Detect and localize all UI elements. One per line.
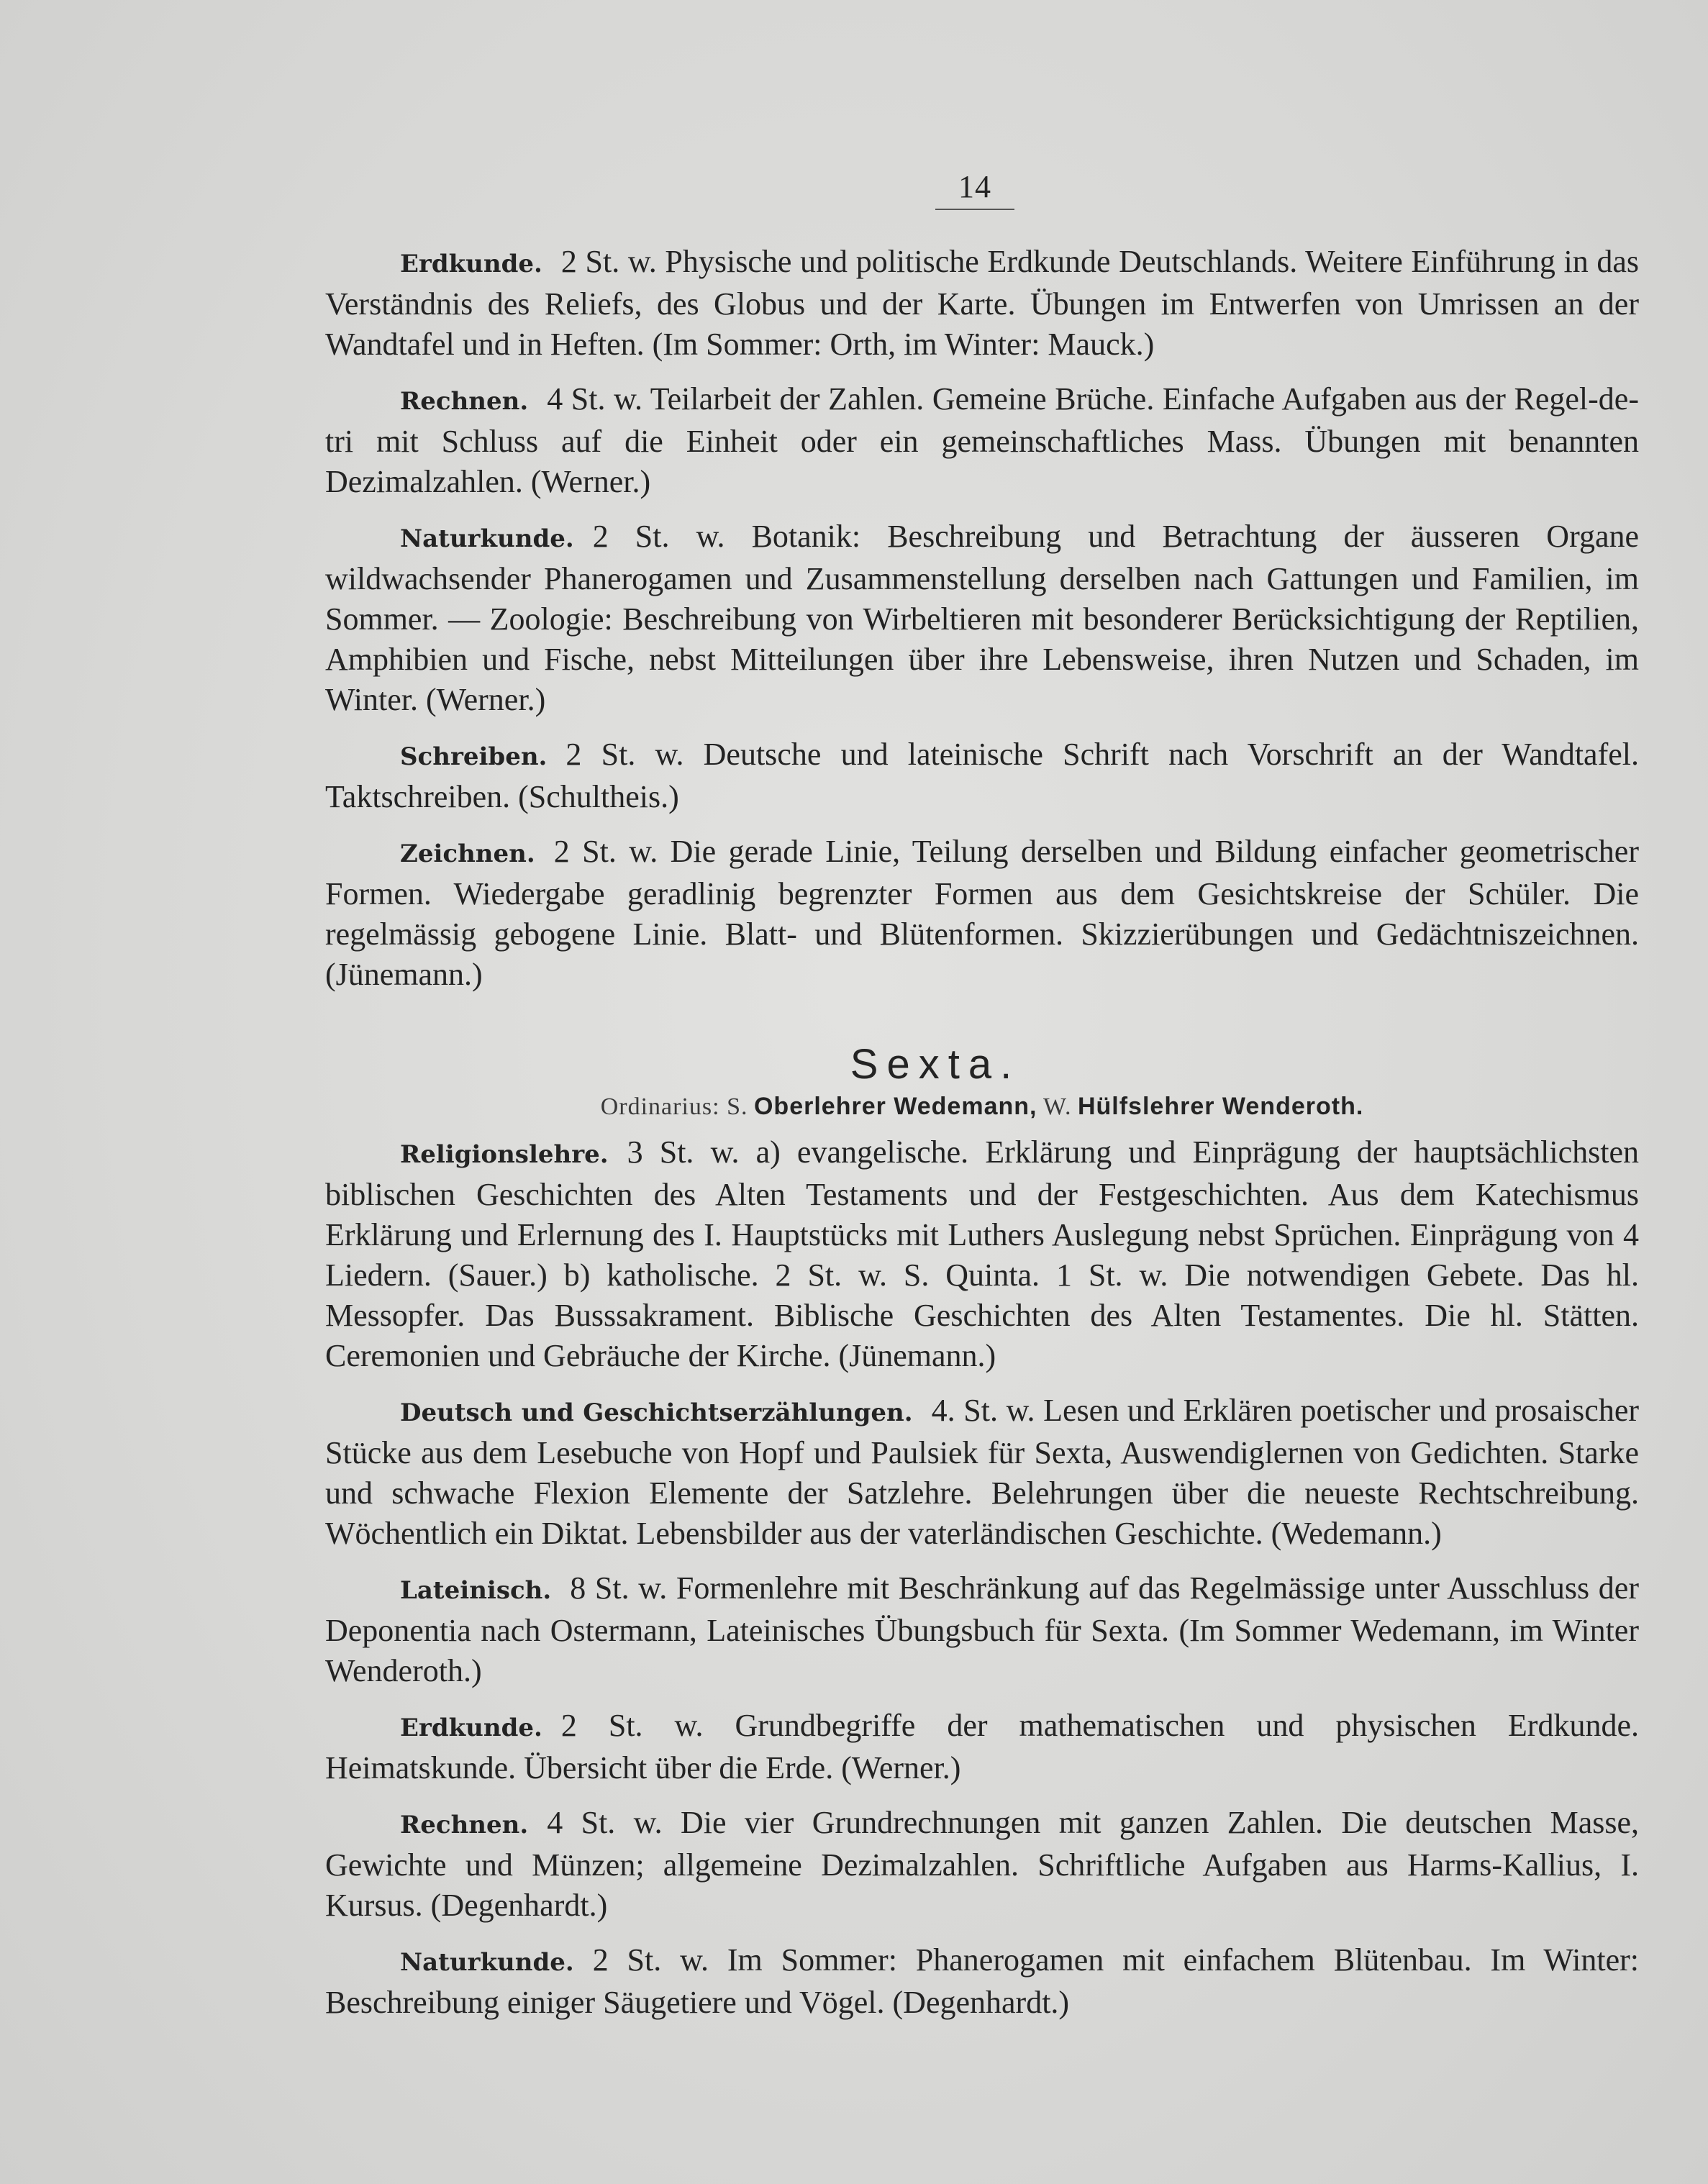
paragraph-zeichnen [325,832,1639,995]
page-number: 14 [958,169,991,204]
paragraph-text: 2 St. w. Im Sommer: Phanerogamen mit einfachem Blütenbau. Im Winter: Beschreibung einiger Säugetiere und Vögel. (Degenhardt.) [325,1942,1639,2020]
paragraph-religionslehre [325,1132,1639,1376]
paragraph-text: 2 St. w. Grundbegriffe der mathematischen und physischen Erdkunde. Heimatskunde. Übersicht über die Erde. (Werner.) [325,1708,1639,1785]
page-number-rule [935,209,1014,210]
lower-text-block [325,1132,1639,2037]
paragraph-text: 8 St. w. Formenlehre mit Beschränkung auf das Regelmässige unter Ausschluss der Deponentia nach Ostermann, Lateinisches Übungsbuch für Sexta. (Im Sommer Wedemann, im Winter Wenderoth.) [325,1570,1639,1688]
paragraph-heading: Deutsch und Geschichtserzählungen. [400,1398,913,1427]
paragraph-heading: Zeichnen. [400,840,535,868]
paragraph-schreiben [325,734,1639,817]
paragraph-heading: Rechnen. [400,1811,529,1839]
paragraph-heading: Religionslehre. [400,1140,609,1169]
section-title: Sexta. [850,1041,1021,1088]
paragraph-heading: Erdkunde. [400,1714,542,1742]
paragraph-heading: Lateinisch. [400,1576,552,1605]
paragraph-text: 3 St. w. a) evangelische. Erklärung und Einprägung der hauptsächlichsten biblischen Geschichten des Alten Testaments und der Festgeschichten. Aus dem Katechismus Erklärung und Erlernung des I. Hauptstücks mit Luthers Auslegung nebst Sprüchen. Einprägung von 4 Liedern. (Sauer.) b) katholische. 2 St. w. S. Quinta. 1 St. w. Die notwendigen Gebete. Das hl. Messopfer. Das Busssakrament. Biblische Geschichten des Alten Testamentes. Die hl. Stätten. Ceremonien und Gebräuche der Kirche. (Jünemann.) [325,1134,1639,1373]
ordinarius-winter-label: W. [1042,1093,1072,1120]
ordinarius-winter-teacher: Hülfslehrer Wenderoth. [1077,1093,1364,1120]
paragraph-rechnen [325,379,1639,502]
paragraph-deutsch [325,1391,1639,1554]
paragraph-text: 4 St. w. Teilarbeit der Zahlen. Gemeine Brüche. Einfache Aufgaben aus der Regel-de-tri mit Schluss auf die Einheit oder ein gemeinschaftliches Mass. Übungen mit benannten Dezimalzahlen. (Werner.) [325,381,1639,499]
paragraph-lateinisch [325,1568,1639,1691]
paragraph-text: 4 St. w. Die vier Grundrechnungen mit ganzen Zahlen. Die deutschen Masse, Gewichte und Münzen; allgemeine Dezimalzahlen. Schriftliche Aufgaben aus Harms-Kallius, I. Kursus. (Degenhardt.) [325,1805,1639,1923]
paragraph-text: 2 St. w. Physische und politische Erdkunde Deutschlands. Weitere Einführung in das Verständnis des Reliefs, des Globus und der Karte. Übungen im Entwerfen von Umrissen an der Wandtafel und in Heften. (Im Sommer: Orth, im Winter: Mauck.) [325,244,1639,362]
paragraph-erdkunde-sexta [325,1706,1639,1788]
upper-text-block [325,242,1639,1009]
paragraph-heading: Schreiben. [400,742,548,771]
paragraph-heading: Rechnen. [400,387,529,416]
paragraph-text: 4. St. w. Lesen und Erklären poetischer und prosaischer Stücke aus dem Lesebuche von Hopf und Paulsiek für Sexta, Auswendiglernen von Gedichten. Starke und schwache Flexion Elemente der Satzlehre. Belehrungen über die neueste Rechtschreibung. Wöchentlich ein Diktat. Lebensbilder aus der vaterländischen Geschichte. (Wedemann.) [325,1393,1640,1551]
paragraph-rechnen-sexta [325,1803,1639,1926]
paragraph-text: 2 St. w. Botanik: Beschreibung und Betrachtung der äusseren Organe wildwachsender Phanerogamen und Zusammenstellung derselben nach Gattungen und Familien, im Sommer. — Zoologie: Beschreibung von Wirbeltieren mit besonderer Berücksichtigung der Reptilien, Amphibien und Fische, nebst Mitteilungen über ihre Lebensweise, ihren Nutzen und Schaden, im Winter. (Werner.) [325,519,1639,717]
paragraph-erdkunde [325,242,1639,365]
paragraph-text: 2 St. w. Die gerade Linie, Teilung derselben und Bildung einfacher geometrischer Formen. Wiedergabe geradlinig begrenzter Formen aus dem Gesichtskreise der Schüler. Die regelmässig gebogene Linie. Blatt- und Blütenformen. Skizzierübungen und Gedächtniszeichnen. (Jünemann.) [325,834,1639,992]
ordinarius-summer-teacher: Oberlehrer Wedemann, [753,1093,1037,1120]
ordinarius-line [504,1088,1461,1126]
paragraph-naturkunde-sexta [325,1940,1639,2023]
paragraph-heading: Naturkunde. [400,1948,574,1977]
ordinarius-label: Ordinarius: S. [600,1093,748,1120]
paragraph-text: 2 St. w. Deutsche und lateinische Schrift nach Vorschrift an der Wandtafel. Taktschreiben. (Schultheis.) [325,737,1639,814]
paragraph-heading: Erdkunde. [400,250,542,278]
paragraph-naturkunde [325,517,1639,720]
paragraph-heading: Naturkunde. [400,524,574,553]
